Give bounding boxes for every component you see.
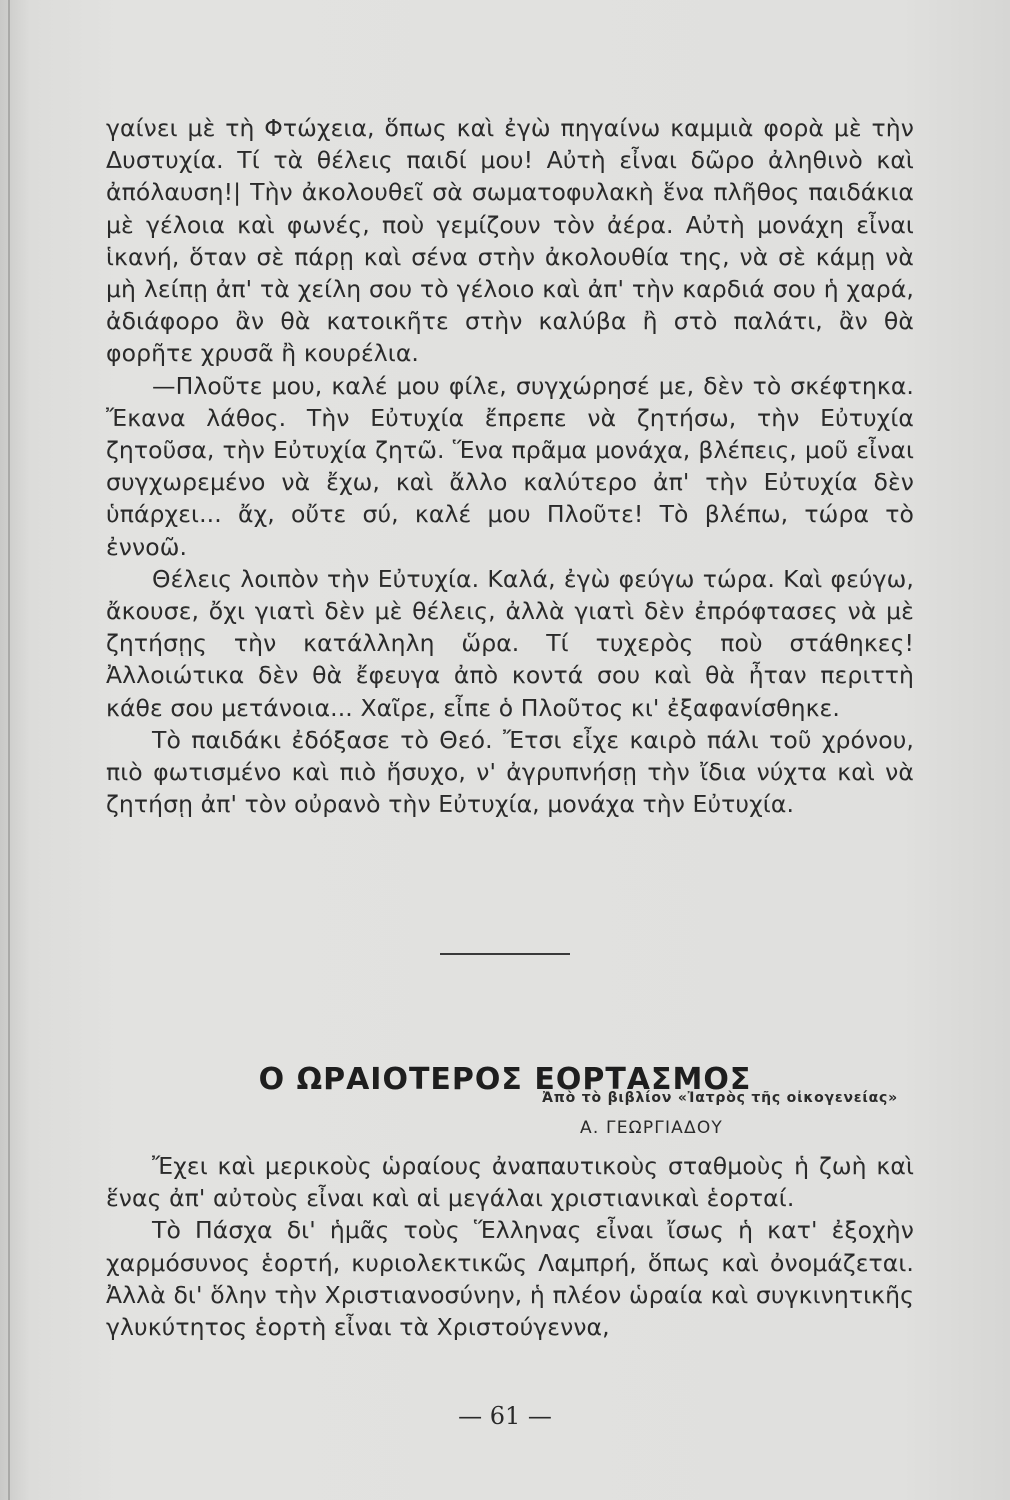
article-title: Ο ΩΡΑΙΟΤΕΡΟΣ ΕΟΡΤΑΣΜΟΣ [258, 1062, 752, 1097]
article-paragraph: Τὸ Πάσχα δι' ἡμᾶς τοὺς Ἕλληνας εἶναι ἴσως ἡ κατ' ἐξοχὴν χαρμόσυνος ἑορτή, κυριολεκτικῶς Λαμπρή, ὅπως καὶ ὀνομάζεται. Ἀλλὰ δι' ὅλην τὴν Χριστιανοσύνην, ἡ πλέον ὡραία καὶ συγκινητικῆς γλυκύτητος ἑορτὴ εἶναι τὰ Χριστούγεννα, [106, 1216, 914, 1342]
story-paragraph: —Πλοῦτε μου, καλέ μου φίλε, συγχώρησέ με, δὲν τὸ σκέφτηκα. Ἔκανα λάθος. Τὴν Εὐτυχία ἔπρεπε νὰ ζητήσω, τὴν Εὐτυχία ζητοῦσα, τὴν Εὐτυχία ζητῶ. Ἕνα πρᾶμα μονάχα, βλέπεις, μοῦ εἶναι συγχωρεμένο νὰ ἔχω, καὶ ἄλλο καλύτερο ἀπ' τὴν Εὐτυχία δὲν ὑπάρχει... ἄχ, οὔτε σύ, καλέ μου Πλοῦτε! Τὸ βλέπω, τώρα τὸ ἐννοῶ. [106, 371, 914, 561]
story-text [106, 112, 914, 820]
article-source: Ἀπὸ τὸ βιβλίον «Ἰατρὸς τῆς οἰκογενείας» [542, 1090, 898, 1106]
page-spine-shadow [8, 0, 10, 1500]
article-paragraph: Ἔχει καὶ μερικοὺς ὡραίους ἀναπαυτικοὺς σταθμοὺς ἡ ζωὴ καὶ ἕνας ἀπ' αὐτοὺς εἶναι καὶ αἱ μεγάλαι χριστιανικαὶ ἑορταί. [106, 1152, 914, 1213]
article-text [106, 1150, 914, 1343]
story-paragraph: Τὸ παιδάκι ἐδόξασε τὸ Θεό. Ἔτσι εἶχε καιρὸ πάλι τοῦ χρόνου, πιὸ φωτισμένο καὶ πιὸ ἥσυχο, ν' ἀγρυπνήσῃ τὴν ἴδια νύχτα καὶ νὰ ζητήσῃ ἀπ' τὸν οὐρανὸ τὴν Εὐτυχία, μονάχα τὴν Εὐτυχία. [106, 725, 914, 819]
story-paragraph: γαίνει μὲ τὴ Φτώχεια, ὅπως καὶ ἐγὼ πηγαίνω καμμιὰ φορὰ μὲ τὴν Δυστυχία. Τί τὰ θέλεις παιδί μου! Αὐτὴ εἶναι δῶρο ἀληθινὸ καὶ ἀπόλαυση!| Τὴν ἀκολουθεῖ σὰ σωματοφυλακὴ ἕνα πλῆθος παιδάκια μὲ γέλοια καὶ φωνές, ποὺ γεμίζουν τὸν ἀέρα. Αὐτὴ μονάχη εἶναι ἱκανή, ὅταν σὲ πάρῃ καὶ σένα στὴν ἀκολουθία της, νὰ σὲ κάμῃ νὰ μὴ λείπῃ ἀπ' τὰ χείλη σου τὸ γέλοιο καὶ ἀπ' τὴν καρδιά σου ἡ χαρά, ἀδιάφορο ἂν θὰ κατοικῆτε στὴν καλύβα ἢ στὸ παλάτι, ἂν θὰ φορῆτε χρυσᾶ ἢ κουρέλια. [106, 114, 914, 368]
article-author: Α. ΓΕΩΡΓΙΑΔΟΥ [580, 1118, 724, 1138]
story-paragraph: Θέλεις λοιπὸν τὴν Εὐτυχία. Καλά, ἐγὼ φεύγω τώρα. Καὶ φεύγω, ἄκουσε, ὄχι γιατὶ δὲν μὲ θέλεις, ἀλλὰ γιατὶ δὲν ἐπρόφτασες νὰ μὲ ζητήσῃς τὴν κατάλληλη ὥρα. Τί τυχερὸς ποὺ στάθηκες! Ἀλλοιώτικα δὲν θὰ ἔφευγα ἀπὸ κοντά σου καὶ θὰ ἦταν περιττὴ κάθε σου μετάνοια... Χαῖρε, εἶπε ὁ Πλοῦτος κι' ἐξαφανίσθηκε. [106, 564, 914, 722]
section-divider [440, 953, 570, 955]
page-number: — 61 — [458, 1402, 552, 1430]
